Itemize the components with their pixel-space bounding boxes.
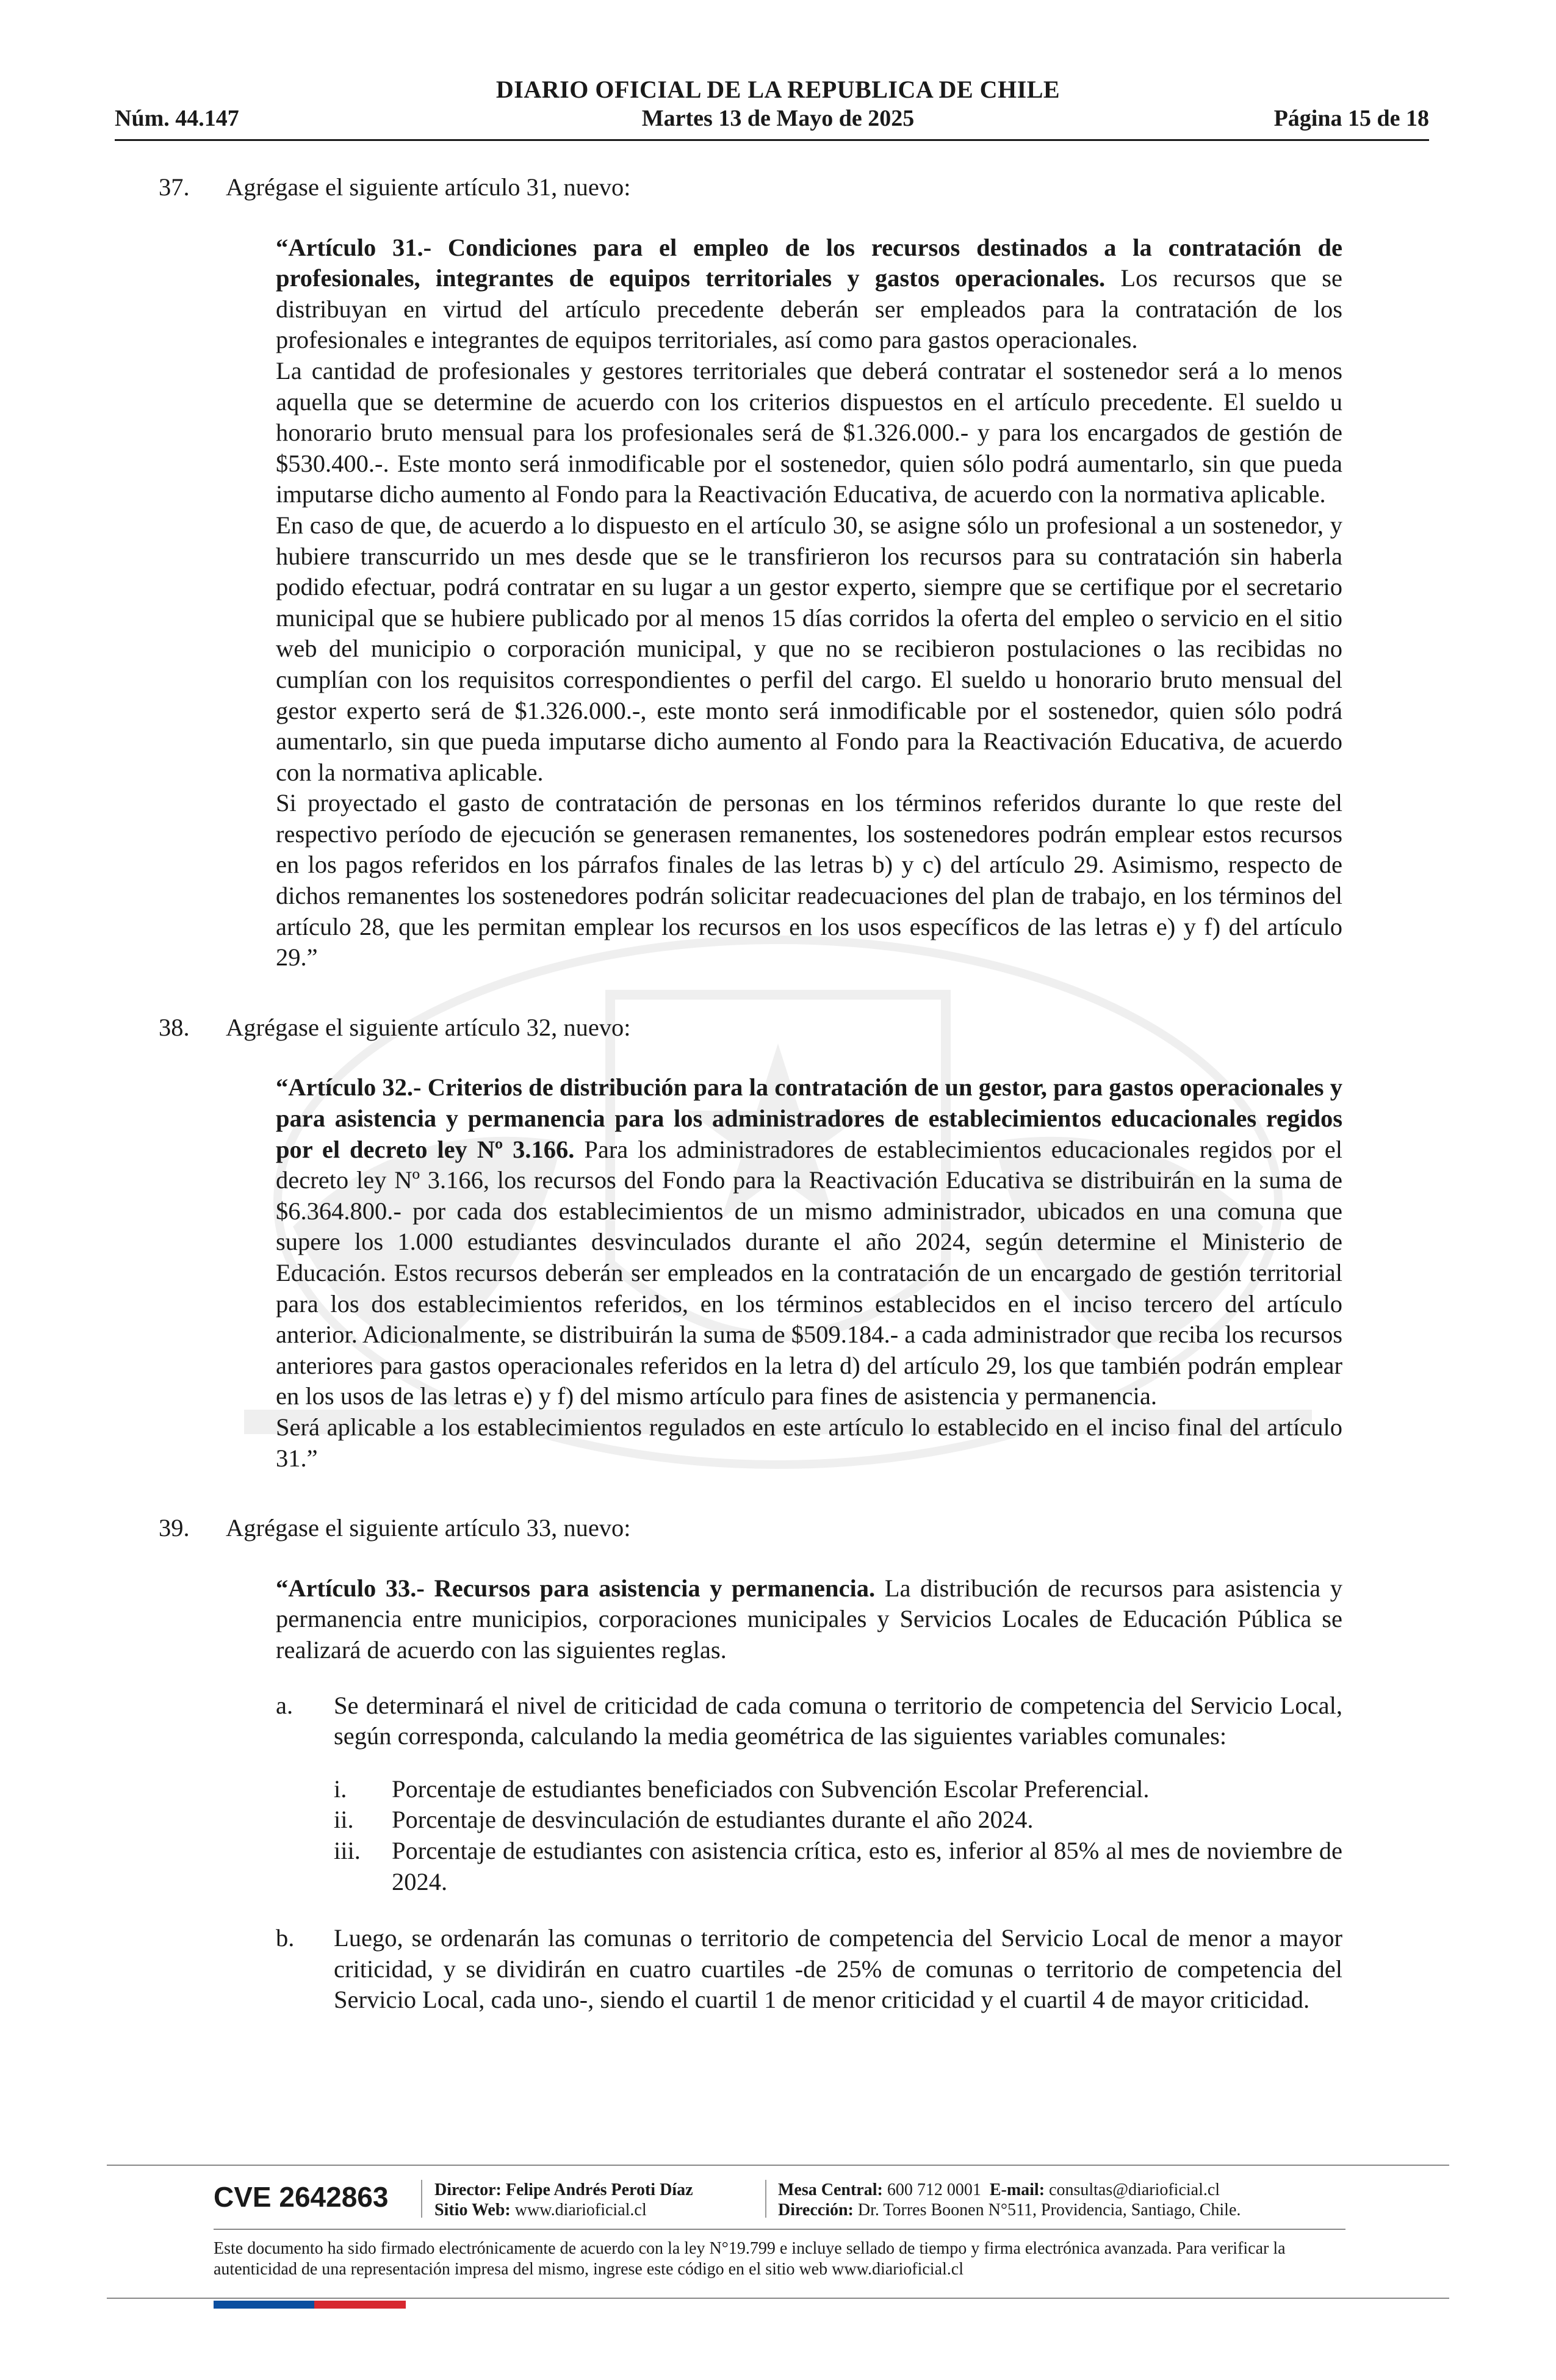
variable-text: Porcentaje de estudiantes beneficiados con Subvención Escolar Preferencial. [392,1775,1150,1803]
rule-label: b. [276,1924,295,1952]
variable-item [334,1836,1342,1897]
amendment-intro-text: Agrégase el siguiente artículo 32, nuevo: [226,1013,631,1041]
variable-label: iii. [334,1836,361,1864]
variable-label: ii. [334,1806,354,1834]
article-paragraph: La cantidad de profesionales y gestores territoriales que deberá contratar el sostenedor será a lo menos aquella que se determine de acuerdo con los criterios dispuestos en el artículo precedente. El sueldo u honorario bruto mensual para los profesionales será de $1.326.000.- y para los encargados de gestión de $530.400.-. Este monto será inmodificable por el sostenedor, quien sólo podrá aumentarlo, sin que pueda imputarse dicho aumento al Fondo para la Reactivación Educativa, de acuerdo con la normativa aplicable. [276,356,1342,508]
amendment-intro-text: Agrégase el siguiente artículo 33, nuevo: [226,1514,631,1542]
cve-code: CVE 2642863 [214,2181,389,2213]
issue-date: Martes 13 de Mayo de 2025 [641,106,915,131]
page-indicator: Página 15 de 18 [1273,106,1429,131]
article-33 [276,1573,1342,1666]
amendment-number: 39. [159,1514,190,1542]
newspaper-title: DIARIO OFICIAL DE LA REPUBLICA DE CHILE [495,76,1061,103]
variables-list [334,1774,1342,1897]
article-paragraph: Si proyectado el gasto de contratación de personas en los términos referidos durante lo que reste del respectivo período de ejecución se generasen remanentes, los sostenedores podrán emplear estos recursos en los pagos referidos en los párrafos finales de las letras b) y c) del artículo 29. Asimismo, respecto de dichos remanentes los sostenedores podrán solicitar readecuaciones del plan de trabajo, en los términos del artículo 28, que les permitan emplear los recursos en los usos específicos de las letras e) y f) del artículo 29.” [276,789,1342,972]
contact-block [778,2180,1241,2220]
section-spacer [226,1474,1342,1513]
article-lead-text: Los recursos que se distribuyan en virtud del artículo precedente deberán ser empleados para la contratación de los profesionales e integrantes de equipos territoriales, así como para gastos operacionales. [276,264,1342,354]
amendment-intro [159,172,1342,203]
website-link[interactable]: www.diarioficial.cl [514,2201,647,2220]
amendment-intro-text: Agrégase el siguiente artículo 31, nuevo: [226,173,631,201]
amendment-item-39 [159,1513,1342,2016]
amendment-number: 37. [159,173,190,201]
address-line [778,2200,1241,2220]
phone-email-line [778,2180,1241,2200]
footer-separator [765,2180,766,2218]
amendment-item-38 [159,1012,1342,1474]
phone-label: Mesa Central: [778,2180,883,2199]
footer-divider [107,2298,1449,2299]
website-label: Sitio Web: [434,2201,511,2220]
amendment-intro [159,1012,1342,1044]
address-label: Dirección: [778,2201,854,2220]
document-body [159,172,1342,2016]
variable-text: Porcentaje de desvinculación de estudiantes durante el año 2024. [392,1806,1034,1834]
variable-item [334,1774,1342,1805]
article-heading: “Artículo 31.- Condiciones para el empleo de los recursos destinados a la contratación de profesionales, integrantes de equipos territoriales y gastos operacionales. [276,233,1342,292]
address-text: Dr. Torres Boonen N°511, Providencia, Santiago, Chile. [857,2201,1241,2220]
phone-number: 600 712 0001 [887,2180,981,2199]
variable-text: Porcentaje de estudiantes con asistencia crítica, esto es, inferior al 85% al mes de noviembre de 2024. [392,1836,1342,1895]
rule-label: a. [276,1691,294,1719]
signature-notice: Este documento ha sido firmado electrónicamente de acuerdo con la ley N°19.799 e incluye sellado de tiempo y firma electrónica avanzada. Para verificar la autenticidad de una representación impresa del mismo, ingrese este código en el sitio web www.diarioficial.cl [214,2239,1286,2279]
rule-a [276,1690,1342,1898]
director-block [434,2180,693,2220]
website-line [434,2200,693,2220]
rule-text: Se determinará el nivel de criticidad de cada comuna o territorio de competencia del Servicio Local, según corresponda, calculando la media geométrica de las siguientes variables comunales: [334,1691,1342,1750]
article-paragraph: Será aplicable a los establecimientos regulados en este artículo lo establecido en el inciso final del artículo 31.” [276,1413,1342,1472]
article-lead-text: La distribución de recursos para asistencia y permanencia entre municipios, corporaciones municipales y Servicios Locales de Educación Pública se realizará de acuerdo con las siguientes reglas. [276,1574,1342,1664]
article-heading: “Artículo 32.- Criterios de distribución para la contratación de un gestor, para gastos operacionales y para asistencia y permanencia para los administradores de establecimientos educacionales regidos por el decreto ley Nº 3.166. [276,1073,1342,1163]
flag-stripe-blue [214,2301,314,2309]
director-name: Felipe Andrés Peroti Díaz [505,2180,693,2199]
article-heading: “Artículo 33.- Recursos para asistencia y permanencia. [276,1574,876,1602]
variable-label: i. [334,1775,347,1803]
flag-stripe-red [314,2301,406,2309]
footer-divider [107,2165,1449,2166]
section-spacer [226,973,1342,1012]
director-label: Director: [434,2180,502,2199]
rule-text: Luego, se ordenarán las comunas o territorio de competencia del Servicio Local de menor a mayor criticidad, y se dividirán en cuatro cuartiles -de 25% de comunas o territorio de competencia del Servicio Local, cada uno-, siendo el cuartil 1 de menor criticidad y el cuartil 4 de mayor criticidad. [334,1924,1342,2014]
amendment-item-37 [159,172,1342,973]
article-32 [276,1072,1342,1474]
variable-item [334,1805,1342,1836]
amendment-number: 38. [159,1013,190,1041]
article-paragraph [276,1072,1342,1412]
email-label: E-mail: [989,2180,1045,2199]
article-paragraph [276,1573,1342,1666]
article-paragraph: En caso de que, de acuerdo a lo dispuesto en el artículo 30, se asigne sólo un profesional a un sostenedor, y hubiere transcurrido un mes desde que se le transfirieron los recursos para su contratación sin haberla podido efectuar, podrá contratar en su lugar a un gestor experto, siempre que se certifique por el secretario municipal que se hubiere publicado por al menos 15 días corridos la oferta del empleo o servicio en el sitio web del municipio o corporación municipal, y que no se recibieron postulaciones o las recibidas no cumplían con los requisitos correspondientes o perfil del cargo. El sueldo u honorario bruto mensual del gestor experto será de $1.326.000.-, este monto será inmodificable por el sostenedor, quien sólo podrá aumentarlo, sin que pueda imputarse dicho aumento al Fondo para la Reactivación Educativa, de acuerdo con la normativa aplicable. [276,511,1342,786]
footer-separator [421,2180,422,2218]
rule-b [276,1923,1342,2016]
amendment-intro [159,1513,1342,1544]
article-31 [276,233,1342,973]
email-link[interactable]: consultas@diarioficial.cl [1049,2180,1220,2199]
footer-divider [214,2229,1345,2230]
director-line [434,2180,693,2200]
issue-number: Núm. 44.147 [115,106,239,131]
header-divider [115,139,1429,141]
list-spacer [276,1897,1342,1923]
rules-list [276,1690,1342,2016]
article-paragraph [276,233,1342,356]
article-lead-text: Para los administradores de establecimientos educacionales regidos por el decreto ley Nº 3.166, los recursos del Fondo para la Reactivación Educativa se distribuirán en la suma de $6.364.800.- por cada dos establecimientos de un mismo administrador, ubicados en una comuna que supere los 1.000 estudiantes desvinculados durante el año 2024, según determine el Ministerio de Educación. Estos recursos deberán ser empleados en la contratación de un encargado de gestión territorial para los dos establecimientos referidos, en los términos establecidos en el inciso tercero del artículo anterior. Adicionalmente, se distribuirán la suma de $509.184.- a cada administrador que reciba los recursos anteriores para gastos operacionales referidos en la letra d) del artículo 29, los que también podrán emplear en los usos de las letras e) y f) del mismo artículo para fines de asistencia y permanencia. [276,1135,1342,1410]
